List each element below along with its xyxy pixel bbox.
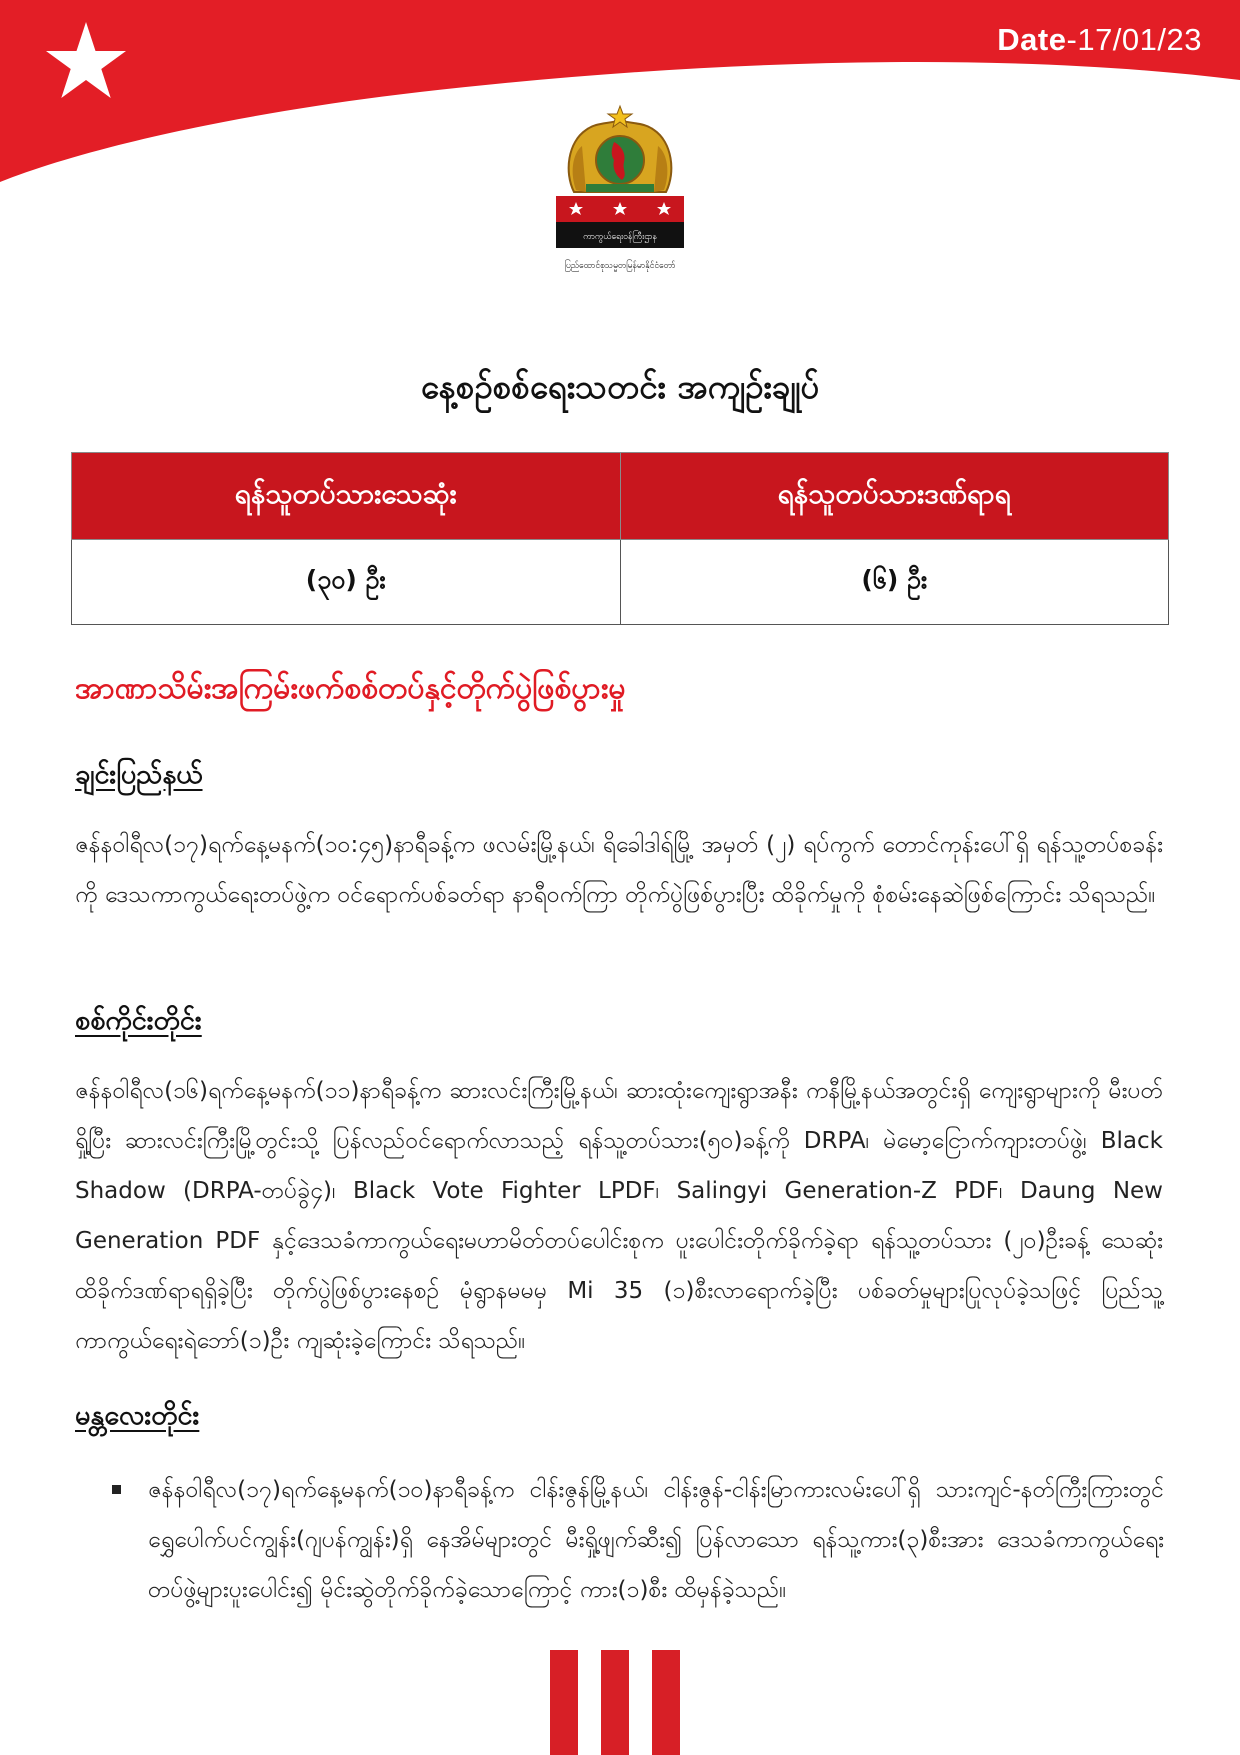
document-title: နေ့စဉ်စစ်ရေးသတင်း အကျဉ်းချုပ် <box>420 367 820 406</box>
region-heading-chin: ချင်းပြည်နယ် <box>75 759 203 790</box>
section-heading: အာဏာသိမ်းအကြမ်းဖက်စစ်တပ်နှင့်တိုက်ပွဲဖြစ်ပွားမှု <box>75 671 626 706</box>
bullet-icon <box>112 1485 121 1494</box>
table-header-killed: ရန်သူတပ်သားသေဆုံး <box>72 453 621 540</box>
date-value: -17/01/23 <box>1066 22 1202 57</box>
region-report-chin: ဇန်နဝါရီလ(၁၇)ရက်နေ့မနက်(၁၀:၄၅)နာရီခန့်က ဖလမ်းမြို့နယ်၊ ရိခေါဒါရ်မြို့ အမှတ် (၂) ရပ်ကွက် တောင်ကုန်းပေါ်ရှိ ရန်သူ့တပ်စခန်းကို ဒေသကာကွယ်ရေးတပ်ဖွဲ့က ဝင်ရောက်ပစ်ခတ်ရာ နာရီဝက်ကြာ တိုက်ပွဲဖြစ်ပွားပြီး ထိခိုက်မှုကို စုံစမ်းနေဆဲဖြစ်ကြောင်း သိရသည်။ <box>75 832 1163 908</box>
casualty-table <box>71 452 1169 625</box>
mandalay-report-list <box>112 1465 1164 1615</box>
footer-stripe <box>601 1650 629 1755</box>
footer-stripe <box>550 1650 578 1755</box>
date-label: Date <box>997 22 1067 57</box>
table-row <box>72 540 1169 625</box>
region-heading-mandalay: မန္တလေးတိုင်း <box>75 1400 200 1431</box>
emblem-banner-text: ကာကွယ်ရေးဝန်ကြီးဌာန <box>583 232 657 242</box>
region-report-sagaing: ဇန်နဝါရီလ(၁၆)ရက်နေ့မနက်(၁၁)နာရီခန့်က ဆားလင်းကြီးမြို့နယ်၊ ဆားထုံးကျေးရွာအနီး ကနီမြို့နယ်အတွင်းရှိ ကျေးရွာများကို မီးပတ်ရှို့ပြီး ဆားလင်းကြီးမြို့တွင်းသို့ ပြန်လည်ဝင်ရောက်လာသည့် ရန်သူ့တပ်သား(၅၀)ခန့်ကို DRPA၊ မဲမော့ငြောက်ကျားတပ်ဖွဲ့၊ Black Shadow (DRPA-တပ်ခွဲ၄)၊ Black Vote Fighter LPDF၊ Salingyi Generation-Z PDF၊ Daung New Generation PDF နှင့်ဒေသခံကာကွယ်ရေးမဟာမိတ်တပ်ပေါင်းစုက ပူးပေါင်းတိုက်ခိုက်ခဲ့ရာ ရန်သူ့တပ်သား (၂၀)ဦးခန့် သေဆုံး ထိခိုက်ဒဏ်ရာရရှိခဲ့ပြီး တိုက်ပွဲဖြစ်ပွားနေစဉ် မုံရွာနမမမှ Mi 35 (၁)စီးလာရောက်ခဲ့ပြီး ပစ်ခတ်မှုများပြုလုပ်ခဲ့သဖြင့် ပြည်သူ့ကာကွယ်ရေးရဲဘော်(၁)ဦး ကျဆုံးခဲ့ကြောင်း သိရသည်။ <box>75 1078 1163 1354</box>
table-value-killed: (၃၀) ဦး <box>72 540 621 625</box>
emblem-caption: ပြည်ထောင်စုသမ္မတမြန်မာနိုင်ငံတော် <box>564 261 676 271</box>
footer-stripes <box>550 1650 680 1755</box>
table-header-row <box>72 453 1169 540</box>
table-header-injured: ရန်သူတပ်သားဒဏ်ရာရ <box>620 453 1169 540</box>
list-item-text: ဇန်နဝါရီလ(၁၇)ရက်နေ့မနက်(၁၀)နာရီခန့်က ငါန်းဇွန်မြို့နယ်၊ ငါန်းဇွန်-ငါန်းမြာကားလမ်းပေါ်ရှိ သားကျင်-နတ်ကြီးကြားတွင် ရွှေပေါက်ပင်ကျွန်း(ဂျပန်ကျွန်း)ရှိ နေအိမ်များတွင် မီးရှို့ဖျက်ဆီး၍ ပြန်လာသော ရန်သူ့ကား(၃)စီးအား ဒေသခံကာကွယ်ရေးတပ်ဖွဲ့များပူးပေါင်း၍ မိုင်းဆွဲတိုက်ခိုက်ခဲ့သောကြောင့် ကား(၁)စီး ထိမှန်ခဲ့သည်။ <box>148 1477 1164 1603</box>
document-date <box>997 22 1202 58</box>
list-item <box>112 1465 1164 1615</box>
emblem-crest-icon <box>569 106 672 192</box>
footer-stripe <box>652 1650 680 1755</box>
region-heading-sagaing: စစ်ကိုင်းတိုင်း <box>75 1005 202 1036</box>
state-emblem <box>556 102 684 282</box>
table-value-injured: (၆) ဦး <box>620 540 1169 625</box>
